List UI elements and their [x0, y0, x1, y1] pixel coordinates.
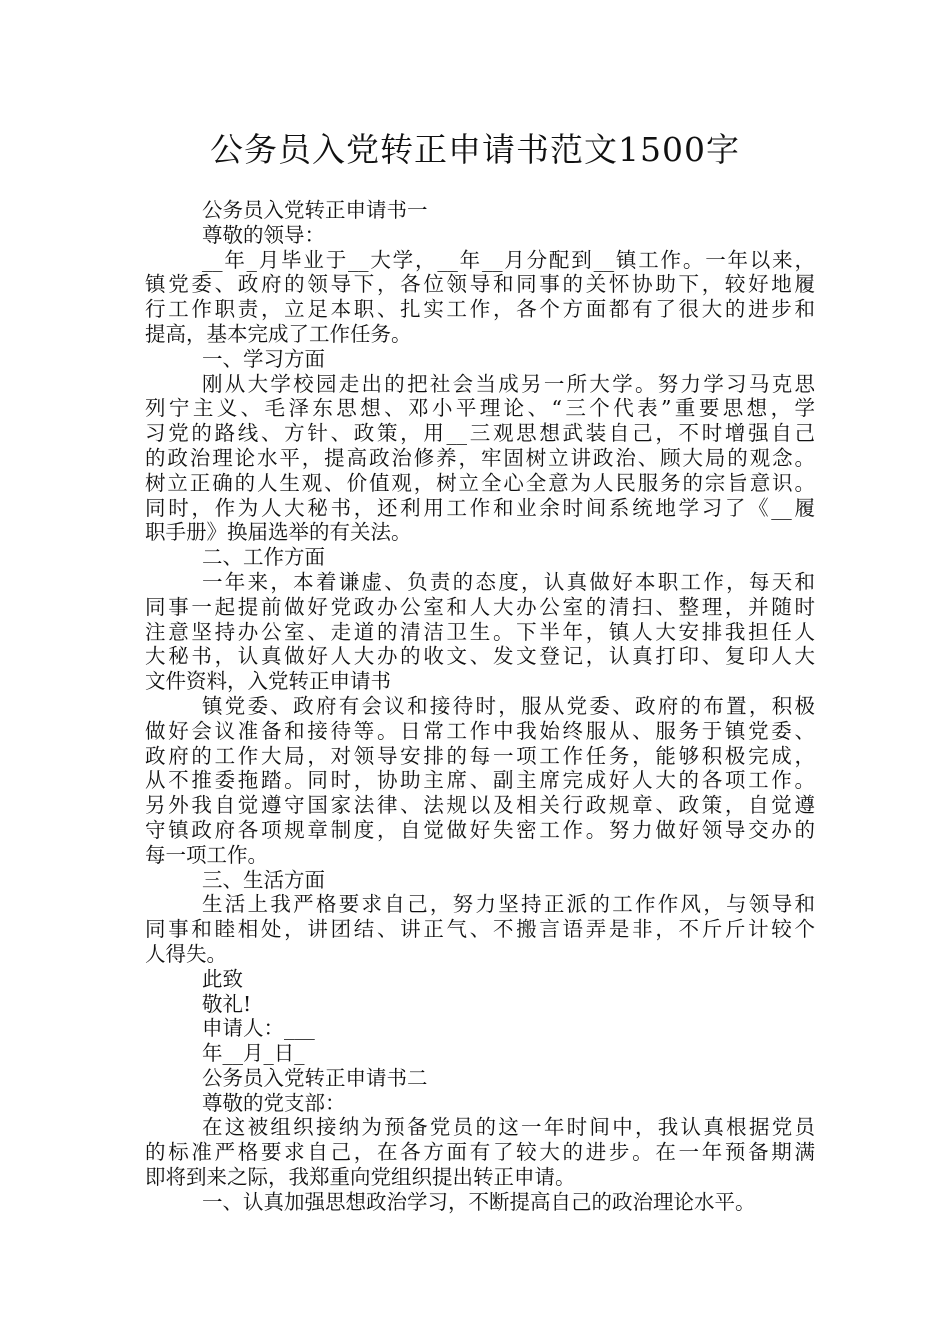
- text-line: 同事一起提前做好党政办公室和人大办公室的清扫、整理，并随时: [145, 594, 815, 619]
- text-line: 人得失。: [145, 941, 227, 966]
- text-line: 做好会议准备和接待等。日常工作中我始终服从、服务于镇党委、: [145, 718, 815, 743]
- text-line: 即将到来之际，我郑重向党组织提出转正申请。: [145, 1165, 576, 1190]
- text-line: 文件资料，入党转正申请书: [145, 669, 391, 694]
- text-line: 另外我自觉遵守国家法律、法规以及相关行政规章、政策，自觉遵: [145, 793, 815, 818]
- text-line: 树立正确的人生观、价值观，树立全心全意为人民服务的宗旨意识。: [145, 470, 815, 495]
- text-line: 此致: [202, 966, 243, 991]
- text-line: 行工作职责，立足本职、扎实工作，各个方面都有了很大的进步和: [145, 297, 815, 322]
- text-line: 提高，基本完成了工作任务。: [145, 321, 412, 346]
- text-line: 敬礼!: [202, 991, 252, 1016]
- text-line: 职手册》换届选举的有关法。: [145, 520, 412, 545]
- text-line: 二、工作方面: [202, 545, 325, 570]
- text-line: 镇党委、政府的领导下，各位领导和同事的关怀协助下，较好地履: [145, 272, 815, 297]
- text-line: 一、认真加强思想政治学习，不断提高自己的政治理论水平。: [202, 1189, 756, 1214]
- text-line: 每一项工作。: [145, 842, 268, 867]
- text-line: 镇党委、政府有会议和接待时，服从党委、政府的布置，积极: [202, 693, 815, 718]
- text-line: 刚从大学校园走出的把社会当成另一所大学。努力学习马克思: [202, 371, 815, 396]
- text-line: 的标准严格要求自己，在各方面有了较大的进步。在一年预备期满: [145, 1140, 815, 1165]
- text-line: 从不推委拖踏。同时，协助主席、副主席完成好人大的各项工作。: [145, 768, 815, 793]
- document-title: 公务员入党转正申请书范文1500字: [210, 130, 740, 169]
- document-body: [145, 198, 815, 1215]
- text-line: 公务员入党转正申请书二: [202, 1065, 428, 1090]
- text-line: 大秘书，认真做好人大办的收文、发文登记，认真打印、复印人大: [145, 644, 815, 669]
- text-line: 年__月_日_: [202, 1041, 305, 1066]
- text-line: 同时，作为人大秘书，还利用工作和业余时间系统地学习了《__履: [145, 495, 815, 520]
- text-line: 同事和睦相处，讲团结、讲正气、不搬言语弄是非，不斤斤计较个: [145, 917, 815, 942]
- text-line: 申请人：___: [202, 1016, 315, 1041]
- text-line: 三、生活方面: [202, 867, 325, 892]
- text-line: 公务员入党转正申请书一: [202, 198, 428, 222]
- text-line: 习党的路线、方针、政策，用__三观思想武装自己，不时增强自己: [145, 421, 815, 446]
- text-line: 生活上我严格要求自己，努力坚持正派的工作作风，与领导和: [202, 892, 815, 917]
- text-line: 注意坚持办公室、走道的清洁卫生。下半年，镇人大安排我担任人: [145, 619, 815, 644]
- text-line: 在这被组织接纳为预备党员的这一年时间中，我认真根据党员: [202, 1115, 815, 1140]
- text-line: 一、学习方面: [202, 346, 325, 371]
- text-line: 的政治理论水平，提高政治修养，牢固树立讲政治、顾大局的观念。: [145, 445, 815, 470]
- text-line: 一年来，本着谦虚、负责的态度，认真做好本职工作，每天和: [202, 569, 815, 594]
- text-line: 尊敬的领导：: [202, 222, 325, 247]
- text-line: 尊敬的党支部：: [202, 1090, 346, 1115]
- text-line: 守镇政府各项规章制度，自觉做好失密工作。努力做好领导交办的: [145, 817, 815, 842]
- text-line: 政府的工作大局，对领导安排的每一项工作任务，能够积极完成，: [145, 743, 815, 768]
- text-line: __年_月毕业于__大学，__年__月分配到__镇工作。一年以来，: [202, 247, 815, 272]
- text-line: 列宁主义、毛泽东思想、邓小平理论、“三个代表”重要思想，学: [145, 396, 815, 421]
